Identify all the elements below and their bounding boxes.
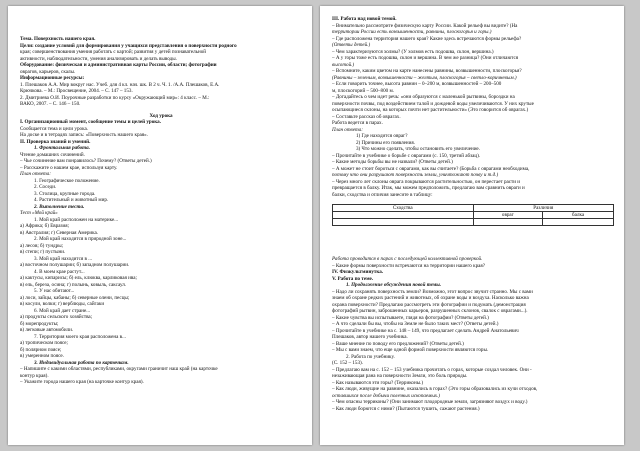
- text-line: План ответа:: [332, 126, 363, 133]
- text-line: 5. У нас обитают...: [34, 288, 75, 294]
- text-line: – Напишите с какими областями, республиками, округами граничит наш край (на карточке: [20, 366, 218, 372]
- text-line: незаживающая рана на поверхности Земли, это боль природы.: [332, 373, 468, 379]
- text-line: – Какие методы борьбы вы не назвали? (Ответы детей.): [332, 159, 453, 165]
- text-line: 3. Мой край находится в ...: [34, 255, 93, 262]
- text-line: б) полярном поясе;: [20, 346, 62, 353]
- text-line: в) легковые автомобили.: [20, 327, 74, 333]
- text-line: 1) Где находится овраг?: [356, 133, 408, 139]
- text-line: потому что они разрушают поверхность земли, уничтожают почву и т.д.): [332, 172, 499, 178]
- text-line: 6. Мой край дает стране...: [34, 307, 91, 314]
- text-line: 1. Мой край расположен на материке...: [34, 216, 119, 223]
- table-cell-gully: балка: [543, 212, 614, 219]
- right-page-text-top: [332, 16, 614, 198]
- text-line: – Чем характеризуются холмы? (У холмов есть подошва, склон, вершина.): [332, 48, 494, 55]
- table-cell-ravine: овраг: [473, 212, 543, 219]
- text-line: План ответа:: [20, 171, 51, 177]
- text-line: 3. Индивидуальная работа по карточкам.: [34, 359, 129, 366]
- text-line: Ход урока: [149, 112, 173, 119]
- text-line: м, плоскогорий – 500–800 м.: [332, 87, 394, 94]
- text-line: высотой.): [332, 61, 355, 68]
- text-line: – А может не стоит бороться с оврагами, как вы считаете? (Борьба с оврагами необходима,: [332, 165, 530, 172]
- text-line: превращается в балку. Итак, мы можем предположить, предлагаю вам сравнить овраги и: [332, 185, 525, 191]
- text-line: активности, наблюдательности, умения анализировать и делать выводы.: [20, 55, 177, 62]
- comparison-table-wrap: [332, 202, 614, 229]
- text-line: а) кактусы, кипарисы; б) ель, клюква, карликовая ива;: [20, 275, 137, 281]
- text-line: III. Работа над новой темой.: [332, 16, 397, 22]
- text-line: территории России есть возвышенности, равнины, плоскогорья и горы.): [332, 29, 492, 35]
- text-line: – Через много лет склоны оврага покрываются растительностью, он перестает расти и: [332, 178, 520, 185]
- text-line: Оборудование: физическая и административная карты России, области; фотографии: [20, 62, 217, 68]
- text-line: в) умеренном поясе.: [20, 353, 64, 359]
- text-line: Тема. Поверхность нашего края.: [20, 36, 96, 42]
- text-line: 3) Что можно сделать, чтобы остановить его увеличение.: [356, 146, 480, 152]
- text-line: 2) Причины его появления.: [356, 139, 415, 146]
- text-line: Чтение домашних сочинений.: [20, 151, 85, 158]
- text-line: а) лесов; б) тундры;: [20, 242, 64, 249]
- text-line: 2. Выполнение теста.: [34, 203, 85, 210]
- text-line: Крючкова. – М.: Просвещение, 2004. – С. 147 – 153.: [20, 88, 133, 94]
- text-line: Плешаков, автор нашего учебника.: [332, 334, 408, 340]
- table-header-differences: Различия: [473, 205, 614, 212]
- text-line: Сообщается тема и цели урока.: [20, 125, 89, 132]
- text-line: 1. Продолжение обсуждения новой темы.: [346, 282, 442, 288]
- text-line: 2. Работа по учебнику.: [346, 353, 395, 360]
- text-line: (Равнины – зеленым, возвышенности – желтым, плоскогорья – светло-коричневым.): [332, 74, 517, 81]
- text-line: – Какие чувства вы испытываете, глядя на фотографии? (Ответы детей.): [332, 314, 489, 321]
- table-cell-empty: [473, 219, 543, 226]
- text-line: фотографий рытвин, заброшенных карьеров, разрушенных склонов, свалок с оврагами...).: [332, 308, 528, 314]
- text-line: V. Работа по теме.: [332, 275, 374, 282]
- table-cell-empty: [333, 212, 474, 219]
- text-line: 1. Плешаков А.А. Мир вокруг нас. Учеб. для 4 кл. нач. шк. В 2 ч. Ч. 1. /А.А. Плешаков, Е.А.: [20, 81, 220, 88]
- text-line: – Чем опасны терриконы? (Они занимают плодородные земли, загрязняют воздух и воду.): [332, 399, 528, 405]
- text-line: Работа ведется в парах.: [332, 120, 383, 126]
- text-line: а) лоси, зайцы, кабаны; б) северные олени, песцы;: [20, 294, 130, 301]
- text-line: – Какие формы поверхности встречаются на территории нашего края?: [332, 262, 485, 269]
- document-page-left: [8, 6, 312, 445]
- text-line: – Прочитайте в учебнике о борьбе с оврагами (с. 150, третий абзац).: [332, 152, 481, 159]
- text-line: – Если говорить точнее, высота равнин – 0–200 м, возвышенностей – 200–500: [332, 81, 502, 87]
- text-line: – Ваше мнение по поводу его предложений? (Ответы детей.): [332, 340, 464, 347]
- text-line: осыпающиеся склоны, на которых почти нет растительности» (Это говорится об оврагах.): [332, 107, 529, 113]
- text-line: в) косули, волки; г) верблюды, сайгаки: [20, 301, 105, 307]
- text-line: IV. Физкультминутка.: [332, 269, 384, 275]
- text-line: балки, сходства и отличия занесите в таблицу:: [332, 191, 433, 198]
- text-line: Тест «Мой край»: [20, 210, 58, 216]
- text-line: 1. Фронтальная работа.: [34, 145, 90, 151]
- text-line: 1. Географическое положение.: [34, 177, 100, 184]
- text-line: Работа проводится в парах с последующей коллективной проверкой.: [332, 256, 483, 262]
- text-line: 2. Мой край находится в природной зоне...: [34, 236, 127, 242]
- text-line: контур края).: [20, 372, 49, 379]
- text-line: – А что сделали бы вы, чтобы на Земле не было таких мест? (Ответы детей.): [332, 321, 499, 327]
- text-line: а) продукты сельского хозяйства;: [20, 314, 93, 320]
- comparison-table: [332, 204, 614, 226]
- text-line: оставшихся после добычи полезных ископаемых.): [332, 392, 440, 399]
- text-line: ВАКО, 2007. – С. 146 – 150.: [20, 101, 81, 107]
- text-line: а) тропическом поясе;: [20, 340, 68, 346]
- text-line: 3. Столица, крупные города.: [34, 190, 96, 197]
- text-line: охрана поверхности? Предлагаю рассмотреть эти фотографии и подумать (демонстрация: [332, 301, 526, 308]
- text-line: – Надо ли сохранять поверхность земли? Возможно, этот вопрос звучит странно. Мы с вами: [332, 288, 533, 295]
- text-line: I. Организационный момент, сообщение темы и целей урока.: [20, 119, 161, 125]
- document-page-right: [320, 6, 624, 445]
- text-line: – Как люди борются с ними? (Пытаются тушить, сажают растения.): [332, 405, 480, 412]
- text-line: (С. 152 – 153).: [332, 360, 363, 366]
- right-page-text-bottom: [332, 256, 614, 412]
- text-line: Цели: создание условий для формирования у учащихся представления о поверхности родного: [20, 42, 237, 49]
- text-line: – Прочитайте в учебнике на с. 148 – 149, что предлагает сделать Андрей Анатольевич: [332, 327, 519, 334]
- text-line: – Предлагаю вам на с. 152 – 153 учебника прочитать о горах, которые создал человек. Они -: [332, 366, 532, 373]
- text-line: – Расскажите о нашем крае, используя карту.: [20, 164, 118, 171]
- text-line: края; совершенствования умения работать с картой; развития у детей познавательной: [20, 49, 206, 55]
- text-line: 2. Дмитриева О.И. Поурочные разработки по курсу «Окружающий мир»: 4 класс. – М.:: [20, 94, 210, 101]
- text-line: знаем об охране редких растений и животных, об охране воды и воздуха. Насколько важна: [332, 295, 529, 301]
- text-line: II. Проверка знаний и умений.: [20, 138, 91, 145]
- text-line: – Укажите города нашего края (на карточке контур края).: [20, 379, 144, 385]
- text-line: – Догадайтесь о чем идет речь: «они образуются с маленькой рытвины, бороздки на: [332, 94, 515, 100]
- table-header-similarities: Сходства: [333, 205, 474, 212]
- text-line: 2. Соседи.: [34, 184, 57, 190]
- text-line: а) Африка; б) Евразия;: [20, 223, 70, 229]
- text-line: 7. Территория моего края расположена в...: [34, 333, 126, 340]
- text-line: 4. В моем крае растут...: [34, 268, 85, 275]
- text-line: – Внимательно рассмотрите физическую карту России. Какой рельеф вы видите? (На: [332, 22, 518, 29]
- table-cell-empty: [543, 219, 614, 226]
- text-line: – А у горы тоже есть подошва, склон и вершина. В чем же разница? (Они отличаются: [332, 55, 519, 61]
- text-line: На доске и в тетрадях запись: «Поверхность нашего края».: [20, 132, 148, 138]
- text-line: поверхности почвы, под воздействием талой и дождевой воды увеличиваются. У них крутые: [332, 100, 534, 107]
- text-line: Информационные ресурсы:: [20, 75, 85, 81]
- text-line: б) морепродукты;: [20, 320, 59, 327]
- text-line: – Составьте рассказ об оврагах.: [332, 113, 401, 120]
- text-line: – Где расположена территория нашего края? Какие здесь встречаются формы рельефа?: [332, 35, 522, 42]
- text-line: оврагов, карьеров, скалы.: [20, 68, 76, 75]
- text-line: – Вспомните, каким цветом на карте нанесены равнины, возвышенности, плоскогорья?: [332, 68, 522, 74]
- text-line: в) степи; г) пустыни.: [20, 249, 66, 255]
- text-line: (Ответы детей.): [332, 42, 371, 48]
- text-line: – Чье сочинение вам понравилось? Почему? (Ответы детей.): [20, 158, 152, 164]
- text-line: – Мы с вами знаем, что еще одной формой поверхности являются горы.: [332, 347, 489, 353]
- text-line: 4. Растительный и животный мир.: [34, 197, 109, 203]
- text-line: в) ель, береза, осина; г) полынь, ковыль, саксаул.: [20, 281, 127, 288]
- text-line: в) Австралия; г) Северная Америка.: [20, 229, 99, 236]
- table-cell-empty: [333, 219, 474, 226]
- left-page-text: [20, 36, 302, 386]
- text-line: а) восточном полушарии; б) западном полушарии.: [20, 262, 130, 268]
- text-line: – Как называются эти горы? (Терриконы.): [332, 379, 424, 386]
- text-line: – Как люди, живущие на равнине, оказались в горах? (Это горы образовались из кучи отходов,: [332, 386, 538, 392]
